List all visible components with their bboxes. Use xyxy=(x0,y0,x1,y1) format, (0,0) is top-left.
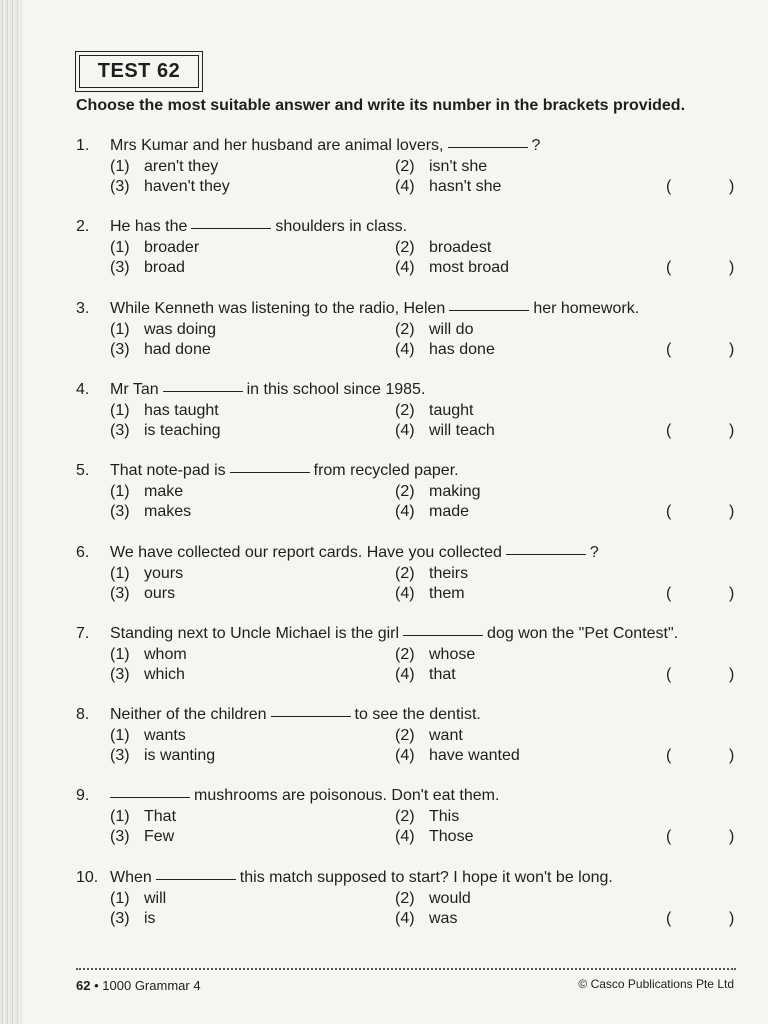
question-number: 6. xyxy=(76,544,90,561)
question-stem xyxy=(110,624,678,644)
stem-text-after: her homework. xyxy=(533,300,640,317)
answer-bracket-close[interactable]: ) xyxy=(729,341,735,358)
option-number: (4) xyxy=(395,828,415,845)
answer-option xyxy=(395,909,457,929)
option-number: (1) xyxy=(110,565,130,582)
question xyxy=(0,217,768,287)
question-stem xyxy=(110,868,613,888)
answer-option xyxy=(110,157,218,177)
answer-bracket-open[interactable]: ( xyxy=(666,259,672,276)
option-number: (2) xyxy=(395,808,415,825)
answer-option xyxy=(110,177,230,197)
option-number: (3) xyxy=(110,910,130,927)
option-number: (2) xyxy=(395,402,415,419)
answer-option xyxy=(110,807,176,827)
answer-blank xyxy=(163,390,243,392)
question-stem xyxy=(110,136,540,156)
answer-option xyxy=(395,564,468,584)
question xyxy=(0,786,768,856)
option-number: (1) xyxy=(110,646,130,663)
answer-option xyxy=(110,726,186,746)
option-number: (4) xyxy=(395,178,415,195)
option-text: is wanting xyxy=(144,747,216,764)
stem-text-after: dog won the "Pet Contest". xyxy=(487,625,679,642)
answer-option xyxy=(110,421,221,441)
question-stem xyxy=(110,299,639,319)
answer-option xyxy=(110,401,219,421)
option-text: broadest xyxy=(429,239,492,256)
option-text: is xyxy=(144,910,156,927)
answer-bracket-open[interactable]: ( xyxy=(666,666,672,683)
answer-option xyxy=(110,645,187,665)
option-text: whose xyxy=(429,646,476,663)
option-text: will do xyxy=(429,321,474,338)
option-number: (1) xyxy=(110,239,130,256)
answer-bracket-close[interactable]: ) xyxy=(729,585,735,602)
question xyxy=(0,380,768,450)
answer-option xyxy=(110,482,183,502)
instructions: Choose the most suitable answer and write its number in the brackets provided. xyxy=(76,97,686,114)
answer-blank xyxy=(191,227,271,229)
footer-bullet: • xyxy=(94,978,99,993)
option-number: (4) xyxy=(395,910,415,927)
test-title-box xyxy=(75,51,203,92)
answer-option xyxy=(110,746,215,766)
option-number: (1) xyxy=(110,402,130,419)
option-number: (3) xyxy=(110,259,130,276)
option-text: ours xyxy=(144,585,176,602)
question xyxy=(0,543,768,613)
option-number: (2) xyxy=(395,727,415,744)
option-text: hasn't she xyxy=(429,178,502,195)
answer-bracket-open[interactable]: ( xyxy=(666,585,672,602)
option-text: is teaching xyxy=(144,422,221,439)
question-stem xyxy=(110,380,425,400)
answer-option xyxy=(395,482,481,502)
option-number: (2) xyxy=(395,239,415,256)
option-text: whom xyxy=(144,646,187,663)
question xyxy=(0,461,768,531)
option-number: (3) xyxy=(110,341,130,358)
option-number: (2) xyxy=(395,483,415,500)
stem-text-before: While Kenneth was listening to the radio, Helen xyxy=(110,300,446,317)
option-number: (1) xyxy=(110,808,130,825)
answer-option xyxy=(395,421,495,441)
question-number: 10. xyxy=(76,869,99,886)
answer-bracket-open[interactable]: ( xyxy=(666,422,672,439)
answer-option xyxy=(110,564,183,584)
stem-text-after: this match supposed to start? I hope it won't be long. xyxy=(239,869,613,886)
option-number: (4) xyxy=(395,341,415,358)
option-text: has taught xyxy=(144,402,219,419)
answer-option xyxy=(395,645,475,665)
answer-bracket-close[interactable]: ) xyxy=(729,910,735,927)
option-text: makes xyxy=(144,503,192,520)
answer-option xyxy=(395,665,456,685)
answer-bracket-open[interactable]: ( xyxy=(666,178,672,195)
answer-option xyxy=(395,340,495,360)
option-number: (1) xyxy=(110,483,130,500)
answer-option xyxy=(110,340,211,360)
stem-text-after: ? xyxy=(589,544,599,561)
page-number: 62 xyxy=(76,978,91,993)
option-number: (4) xyxy=(395,666,415,683)
answer-blank xyxy=(230,471,310,473)
option-text: was doing xyxy=(144,321,217,338)
stem-text-after: shoulders in class. xyxy=(275,218,408,235)
option-number: (2) xyxy=(395,158,415,175)
stem-text-before: Mrs Kumar and her husband are animal lovers, xyxy=(110,137,444,154)
answer-option xyxy=(110,238,199,258)
option-number: (3) xyxy=(110,178,130,195)
answer-option xyxy=(395,889,471,909)
option-text: haven't they xyxy=(144,178,230,195)
answer-option xyxy=(110,909,156,929)
answer-blank xyxy=(506,553,586,555)
option-number: (4) xyxy=(395,585,415,602)
question xyxy=(0,136,768,206)
answer-option xyxy=(110,502,191,522)
option-number: (3) xyxy=(110,666,130,683)
answer-option xyxy=(395,726,463,746)
option-number: (1) xyxy=(110,321,130,338)
answer-bracket-open[interactable]: ( xyxy=(666,341,672,358)
answer-option xyxy=(395,746,520,766)
option-text: Few xyxy=(144,828,175,845)
question-number: 5. xyxy=(76,462,90,479)
answer-option xyxy=(395,827,473,847)
question-number: 1. xyxy=(76,137,90,154)
stem-text-before: Mr Tan xyxy=(110,381,159,398)
option-text: want xyxy=(429,727,463,744)
option-number: (3) xyxy=(110,503,130,520)
option-text: Those xyxy=(429,828,474,845)
option-text: aren't they xyxy=(144,158,219,175)
answer-bracket-close[interactable]: ) xyxy=(729,178,735,195)
option-text: made xyxy=(429,503,470,520)
option-text: would xyxy=(429,890,471,907)
option-number: (1) xyxy=(110,890,130,907)
option-text: broad xyxy=(144,259,185,276)
stem-text-before: We have collected our report cards. Have you collected xyxy=(110,544,502,561)
stem-text-before: That note-pad is xyxy=(110,462,226,479)
answer-blank xyxy=(403,634,483,636)
answer-bracket-close[interactable]: ) xyxy=(729,747,735,764)
answer-option xyxy=(110,827,174,847)
answer-bracket-open[interactable]: ( xyxy=(666,910,672,927)
option-number: (1) xyxy=(110,727,130,744)
option-text: which xyxy=(144,666,185,683)
option-text: theirs xyxy=(429,565,469,582)
question-stem xyxy=(110,543,599,563)
question xyxy=(0,624,768,694)
question-number: 4. xyxy=(76,381,90,398)
option-number: (3) xyxy=(110,585,130,602)
answer-option xyxy=(110,320,216,340)
stem-text-before: He has the xyxy=(110,218,188,235)
footer-divider xyxy=(76,968,736,970)
answer-option xyxy=(110,584,175,604)
question-number: 3. xyxy=(76,300,90,317)
answer-bracket-open[interactable]: ( xyxy=(666,828,672,845)
test-title: TEST 62 xyxy=(79,55,199,88)
option-text: will teach xyxy=(429,422,495,439)
answer-blank xyxy=(156,878,236,880)
answer-option xyxy=(395,320,473,340)
option-number: (4) xyxy=(395,259,415,276)
question-number: 2. xyxy=(76,218,90,235)
option-number: (4) xyxy=(395,422,415,439)
option-text: That xyxy=(144,808,177,825)
stem-text-after: in this school since 1985. xyxy=(246,381,426,398)
footer-page-info xyxy=(76,977,201,995)
question-number: 8. xyxy=(76,706,90,723)
option-number: (4) xyxy=(395,503,415,520)
publisher-credit: © Casco Publications Pte Ltd xyxy=(578,977,734,991)
question xyxy=(0,705,768,775)
option-number: (2) xyxy=(395,890,415,907)
answer-option xyxy=(395,584,465,604)
question-stem xyxy=(110,217,407,237)
question-stem xyxy=(110,705,481,725)
answer-blank xyxy=(271,715,351,717)
option-text: will xyxy=(144,890,167,907)
option-number: (4) xyxy=(395,747,415,764)
answer-blank xyxy=(449,309,529,311)
answer-option xyxy=(395,401,473,421)
stem-text-before: Neither of the children xyxy=(110,706,267,723)
answer-option xyxy=(395,502,469,522)
question-number: 7. xyxy=(76,625,90,642)
option-text: most broad xyxy=(429,259,510,276)
option-number: (3) xyxy=(110,422,130,439)
option-text: them xyxy=(429,585,465,602)
option-number: (2) xyxy=(395,321,415,338)
option-number: (2) xyxy=(395,565,415,582)
option-text: have wanted xyxy=(429,747,520,764)
book-title: 1000 Grammar 4 xyxy=(102,978,201,993)
answer-bracket-close[interactable]: ) xyxy=(729,666,735,683)
stem-text-after: from recycled paper. xyxy=(313,462,459,479)
option-text: broader xyxy=(144,239,200,256)
option-text: isn't she xyxy=(429,158,488,175)
option-text: wants xyxy=(144,727,186,744)
answer-option xyxy=(395,238,491,258)
answer-option xyxy=(395,807,459,827)
stem-text-before: Standing next to Uncle Michael is the girl xyxy=(110,625,400,642)
answer-blank xyxy=(448,146,528,148)
question xyxy=(0,299,768,369)
option-number: (3) xyxy=(110,828,130,845)
option-text: that xyxy=(429,666,456,683)
answer-option xyxy=(110,258,185,278)
stem-text-after: to see the dentist. xyxy=(354,706,481,723)
option-number: (3) xyxy=(110,747,130,764)
option-text: was xyxy=(429,910,458,927)
question-number: 9. xyxy=(76,787,90,804)
stem-text-after: mushrooms are poisonous. Don't eat them. xyxy=(194,787,500,804)
question xyxy=(0,868,768,938)
option-number: (1) xyxy=(110,158,130,175)
answer-blank xyxy=(110,796,190,798)
option-text: make xyxy=(144,483,184,500)
option-text: has done xyxy=(429,341,495,358)
answer-option xyxy=(395,177,501,197)
answer-bracket-close[interactable]: ) xyxy=(729,503,735,520)
answer-bracket-open[interactable]: ( xyxy=(666,747,672,764)
option-text: had done xyxy=(144,341,211,358)
stem-text-before: When xyxy=(110,869,152,886)
answer-option xyxy=(110,889,166,909)
answer-bracket-close[interactable]: ) xyxy=(729,422,735,439)
answer-option xyxy=(395,157,487,177)
answer-option xyxy=(110,665,185,685)
question-stem xyxy=(110,786,499,806)
stem-text-after: ? xyxy=(531,137,541,154)
answer-option xyxy=(395,258,509,278)
answer-bracket-close[interactable]: ) xyxy=(729,259,735,276)
option-number: (2) xyxy=(395,646,415,663)
option-text: making xyxy=(429,483,481,500)
answer-bracket-open[interactable]: ( xyxy=(666,503,672,520)
option-text: This xyxy=(429,808,460,825)
option-text: taught xyxy=(429,402,474,419)
answer-bracket-close[interactable]: ) xyxy=(729,828,735,845)
question-stem xyxy=(110,461,459,481)
option-text: yours xyxy=(144,565,184,582)
